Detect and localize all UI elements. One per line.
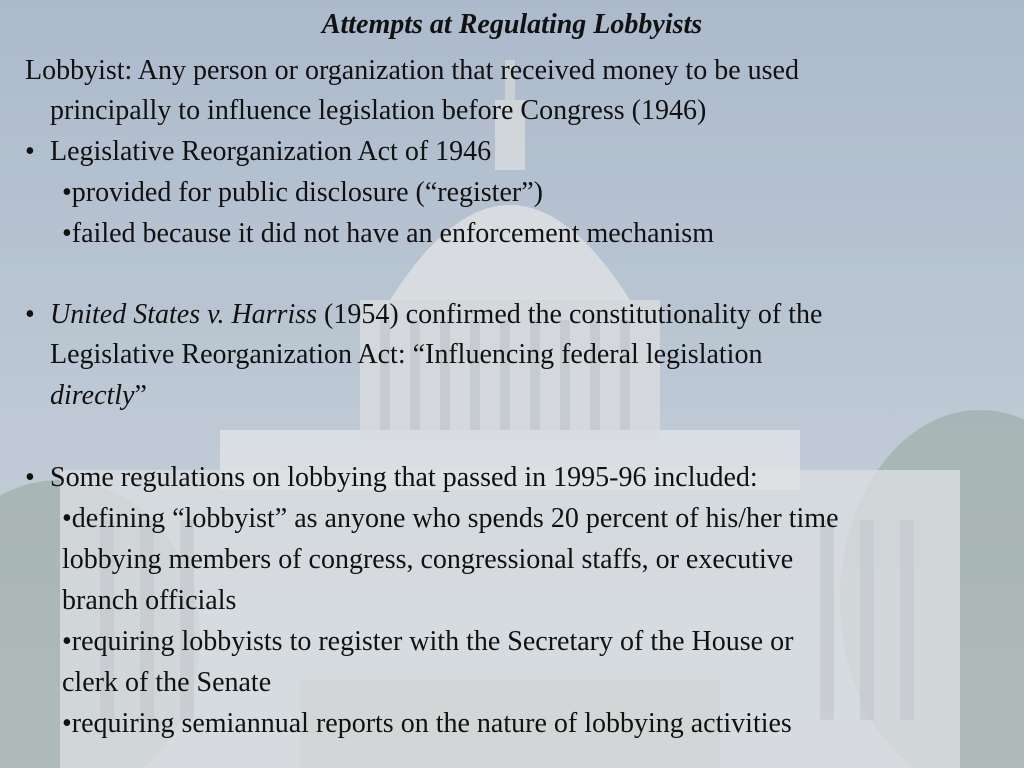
closing-quote: ” [134, 380, 147, 411]
slide-title: Attempts at Regulating Lobbyists [321, 9, 703, 40]
emphasis-directly: directly [50, 380, 135, 411]
bullet-harriss-line-2: Legislative Reorganization Act: “Influencing federal legislation [50, 339, 763, 370]
sub-bullet-register-line-1: •requiring lobbyists to register with the Secretary of the House or [62, 626, 794, 657]
sub-bullet-semiannual-reports: •requiring semiannual reports on the nature of lobbying activities [62, 708, 792, 739]
sub-bullet-defining-lobbyist-line-1: •defining “lobbyist” as anyone who spends 20 percent of his/her time [62, 503, 839, 534]
sub-bullet-public-disclosure: •provided for public disclosure (“register”) [62, 177, 543, 208]
lobbyist-definition-line-2: principally to influence legislation before Congress (1946) [50, 95, 707, 126]
sub-bullet-register-line-2: clerk of the Senate [62, 667, 272, 698]
bullet-1995-regulations: Some regulations on lobbying that passed in 1995-96 included: [50, 462, 758, 493]
bullet-harriss-line-3 [50, 382, 147, 410]
bullet-reorganization-act: Legislative Reorganization Act of 1946 [50, 136, 492, 167]
bullet-marker: • [25, 462, 35, 493]
case-name: United States v. Harriss [50, 299, 318, 330]
sub-bullet-defining-lobbyist-line-2: lobbying members of congress, congressional staffs, or executive [62, 544, 794, 575]
sub-bullet-defining-lobbyist-line-3: branch officials [62, 585, 237, 616]
bullet-harriss-line-1 [50, 301, 822, 329]
sub-bullet-failed-enforcement: •failed because it did not have an enforcement mechanism [62, 218, 714, 249]
bullet-marker: • [25, 299, 35, 330]
harriss-line-1-text: (1954) confirmed the constitutionality of the [317, 299, 823, 330]
bullet-marker: • [25, 136, 35, 167]
lobbyist-definition-line-1: Lobbyist: Any person or organization that received money to be used [25, 55, 799, 86]
